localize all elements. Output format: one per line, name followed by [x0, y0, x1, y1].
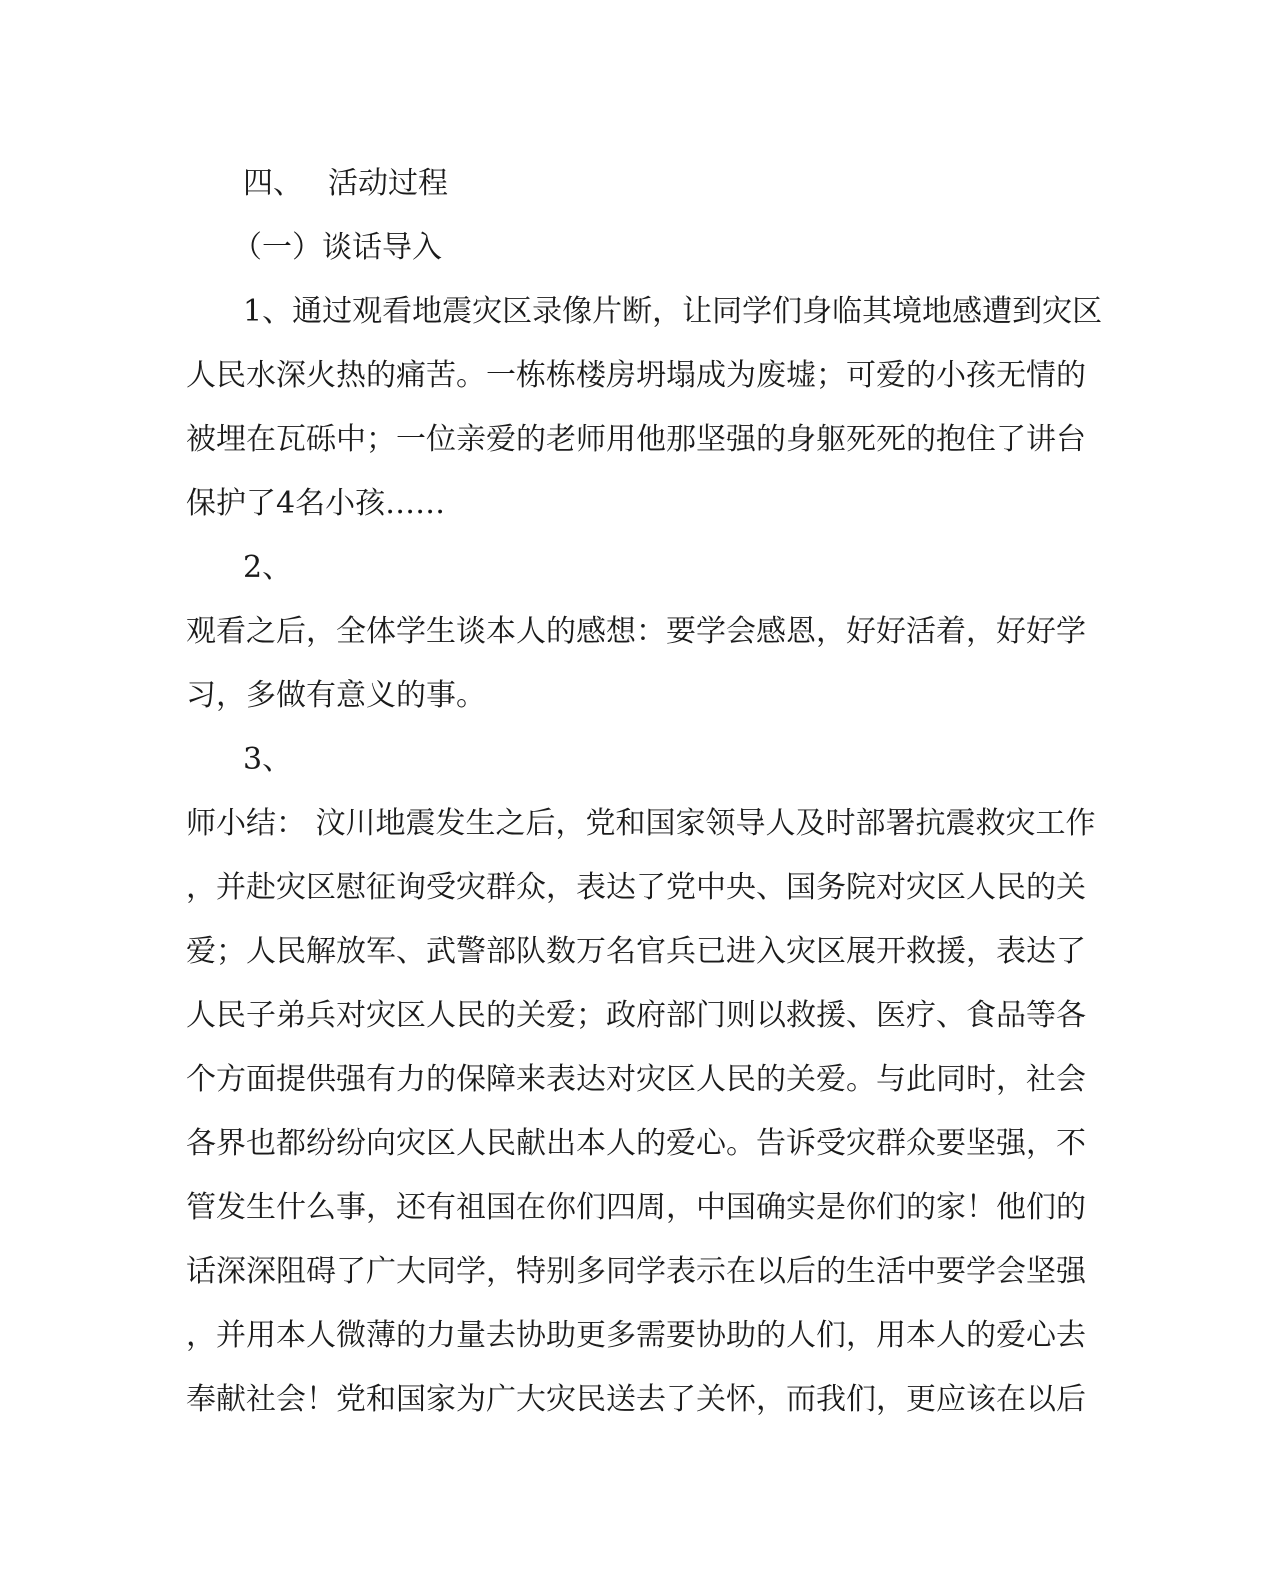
paragraph-3-line: 管发生什么事，还有祖国在你们四周，中国确实是你们的家！他们的	[186, 1190, 1086, 1225]
paragraph-2-line: 观看之后，全体学生谈本人的感想：要学会感恩，好好活着，好好学	[186, 614, 1086, 649]
paragraph-2-line: 习，多做有意义的事。	[186, 678, 486, 713]
item-3-number: 3、	[243, 742, 293, 777]
paragraph-3-line: 话深深阻碍了广大同学，特别多同学表示在以后的生活中要学会坚强	[186, 1254, 1086, 1289]
paragraph-1-line: 人民水深火热的痛苦。一栋栋楼房坍塌成为废墟；可爱的小孩无情的	[186, 358, 1086, 393]
paragraph-3-line: 师小结： 汶川地震发生之后，党和国家领导人及时部署抗震救灾工作	[186, 806, 1096, 841]
paragraph-1-line: 保护了4名小孩……	[186, 486, 446, 521]
paragraph-3-line: 各界也都纷纷向灾区人民献出本人的爱心。告诉受灾群众要坚强，不	[186, 1126, 1086, 1161]
section-number: 四、	[243, 166, 303, 201]
paragraph-1-line: 被埋在瓦砾中；一位亲爱的老师用他那坚强的身躯死死的抱住了讲台	[186, 422, 1086, 457]
paragraph-3-line: 个方面提供强有力的保障来表达对灾区人民的关爱。与此同时，社会	[186, 1062, 1086, 1097]
item-2-number: 2、	[243, 550, 293, 585]
subsection-heading: （一）谈话导入	[232, 230, 442, 265]
paragraph-3-line: 奉献社会！党和国家为广大灾民送去了关怀，而我们，更应该在以后	[186, 1382, 1086, 1417]
paragraph-3-line: ，并赴灾区慰征询受灾群众，表达了党中央、国务院对灾区人民的关	[186, 870, 1086, 905]
paragraph-3-line: 爱；人民解放军、武警部队数万名官兵已进入灾区展开救援，表达了	[186, 934, 1086, 969]
paragraph-3-line: 人民子弟兵对灾区人民的关爱；政府部门则以救援、医疗、食品等各	[186, 998, 1086, 1033]
section-title: 活动过程	[328, 166, 448, 201]
paragraph-1-line: 1、通过观看地震灾区录像片断，让同学们身临其境地感遭到灾区	[243, 294, 1103, 329]
paragraph-3-line: ，并用本人微薄的力量去协助更多需要协助的人们，用本人的爱心去	[186, 1318, 1086, 1353]
